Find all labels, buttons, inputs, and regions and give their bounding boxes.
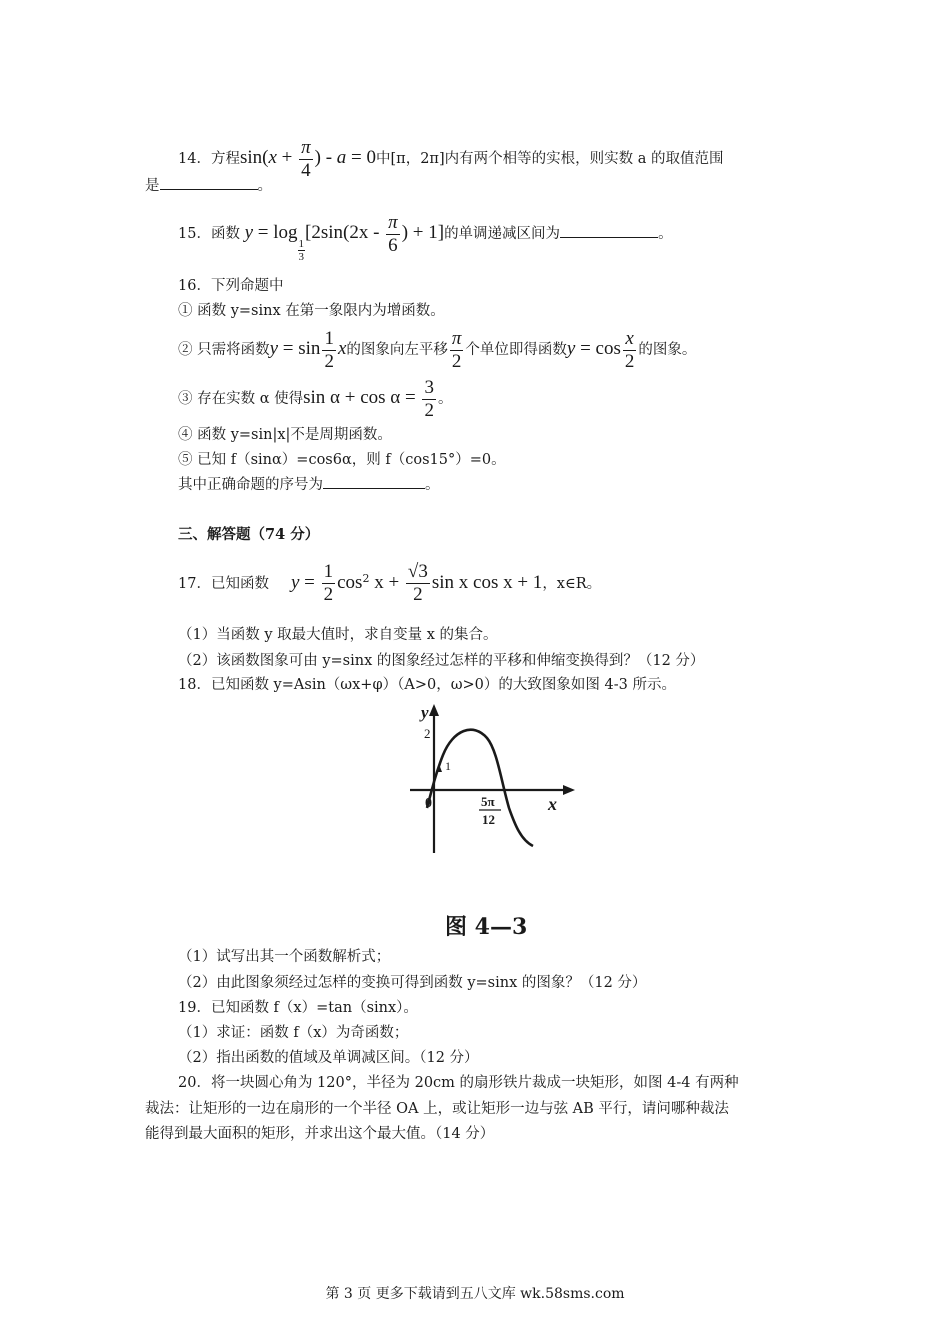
figure-4-3-graph	[405, 700, 585, 860]
q14-frac-den: 4	[301, 159, 311, 181]
q14-fraction	[299, 137, 313, 182]
q14-frac-num: π	[301, 136, 311, 158]
q16-item3-a: ③ 存在实数 α 使得	[178, 391, 304, 407]
q17-mid2: x +	[369, 571, 404, 593]
q16-item2-b: 的图象向左平移	[346, 342, 448, 358]
q16-item2-y1: y	[269, 338, 279, 359]
q15-base-num: 1	[298, 238, 304, 250]
q19-stem: 19．已知函数 f（x）=tan（sinx）。	[178, 1000, 418, 1016]
q16-item2-f2-num: π	[451, 327, 462, 349]
q17-line	[178, 555, 601, 608]
q20-line2: 裁法：让矩形的一边在扇形的一个半径 OA 上，或让矩形一边与弦 AB 平行，请问哪种裁法	[145, 1101, 729, 1117]
q16-item2-y2: y	[566, 338, 576, 359]
q16-item5: ⑤ 已知 f（sinα）=cos6α，则 f（cos15°）=0。	[178, 452, 506, 468]
fig-point-arrow	[436, 764, 442, 772]
q19-part2: （2）指出函数的值域及单调减区间。（12 分）	[178, 1050, 479, 1066]
q17-f2-den: 2	[413, 584, 423, 606]
fig-label-2: 2	[424, 726, 431, 741]
q17-eq: =	[299, 571, 320, 593]
q17-prefix: 17．已知函数	[178, 575, 269, 592]
q15-frac-den: 6	[388, 234, 398, 256]
q14-line2	[145, 176, 272, 196]
q17-f1-den: 2	[323, 584, 334, 606]
q15-answer-blank[interactable]	[560, 237, 658, 238]
q15-end: 。	[658, 226, 673, 242]
q14-answer-blank[interactable]	[160, 189, 258, 190]
q16-item2-eq1: = sin	[278, 338, 321, 359]
q20-line3: 能得到最大面积的矩形，并求出这个最大值。（14 分）	[145, 1126, 495, 1142]
q17-f2-num: √3	[407, 561, 428, 583]
figure-caption: 图 4—3	[445, 914, 528, 940]
q16-item3-end: 。	[437, 391, 453, 407]
q16-item2-f3-den: 2	[624, 350, 635, 372]
q16-item2-f3-num: x	[623, 328, 637, 351]
q16-item2-f1-num: 1	[324, 327, 334, 349]
q15-frac-num: π	[388, 211, 398, 233]
q16-item2-frac2	[450, 328, 464, 373]
q17-tail: sin x cos x + 1	[431, 571, 543, 593]
q16-item4: ④ 函数 y=sin|x|不是周期函数。	[178, 427, 392, 443]
q17-part1: （1）当函数 y 取最大值时，求自变量 x 的集合。	[178, 627, 498, 643]
q16-conclusion	[178, 475, 440, 495]
q14-eq-c: = 0	[346, 147, 377, 168]
q16-item3-f-den: 2	[424, 399, 434, 421]
q16-item3-eq: sin α + cos α =	[303, 387, 421, 408]
q16-item2-frac1	[322, 328, 336, 373]
q16-item2-frac3	[623, 328, 637, 373]
q15-y: y	[244, 222, 253, 243]
q17-f1-num: 1	[323, 561, 334, 583]
q17-frac2	[406, 561, 430, 606]
q15-log-base	[298, 238, 306, 263]
q16-item1: ① 函数 y=sinx 在第一象限内为增函数。	[178, 303, 445, 319]
fig-label-x: x	[548, 794, 557, 814]
fig-tick-den: 12	[482, 812, 495, 827]
q14-eq-a: sin(	[239, 147, 269, 168]
q14-line2-label: 是	[145, 178, 160, 194]
q15-log: = log	[253, 222, 298, 243]
q16-item2-f1-den: 2	[324, 350, 334, 372]
q20-line1: 20．将一块圆心角为 120°，半径为 20cm 的扇形铁片裁成一块矩形，如图 4-4 有两种	[178, 1075, 739, 1091]
fig-label-0: 0	[425, 796, 432, 811]
q17-sup: 2	[362, 572, 370, 585]
q15-fraction	[386, 212, 400, 257]
q19-part1: （1）求证：函数 f（x）为奇函数；	[178, 1025, 409, 1041]
q14-end: 。	[257, 178, 272, 194]
q15-line	[178, 210, 673, 263]
q16-item2-d: 的图象。	[638, 342, 697, 358]
q15-base-den: 3	[298, 251, 304, 263]
q14-eq-x: x	[268, 147, 277, 168]
q17-part2: （2）该函数图象可由 y=sinx 的图象经过怎样的平移和伸缩变换得到？（12 分）	[178, 653, 705, 669]
q17-frac1	[322, 561, 336, 606]
q16-conclusion-text: 其中正确命题的序号为	[178, 477, 323, 493]
q15-eq-b: [2sin(2x -	[305, 222, 385, 243]
fig-x-arrow	[563, 785, 575, 795]
q15-eq-c: ) + 1]	[401, 222, 445, 243]
q16-item3-f-num: 3	[424, 376, 434, 398]
fig-sine-curve	[427, 730, 533, 846]
q14-text: 中[π，2π]内有两个相等的实根，则实数 a 的取值范围	[376, 151, 724, 167]
q14-eq-plus: +	[276, 147, 298, 168]
page-footer: 第 3 页 更多下载请到五八文库 wk.58sms.com	[325, 1286, 625, 1302]
q16-item2-f2-den: 2	[451, 350, 462, 372]
q16-answer-blank[interactable]	[323, 488, 425, 489]
q17-y: y	[290, 571, 300, 593]
q16-end: 。	[425, 477, 440, 493]
section-title: 三、解答题（74 分）	[178, 526, 320, 543]
q14-eq-b: ) -	[314, 147, 337, 168]
q14-eq-a2: a	[336, 147, 347, 168]
q16-title: 16．下列命题中	[178, 278, 284, 294]
q18-part2: （2）由此图象须经过怎样的变换可得到函数 y=sinx 的图象？（12 分）	[178, 975, 647, 991]
fig-y-arrow	[429, 704, 439, 716]
q17-cond: ，x∈R。	[542, 575, 602, 592]
fig-label-y: y	[421, 703, 429, 722]
q16-item3-frac	[422, 377, 436, 422]
q16-item2-eq2: = cos	[575, 338, 621, 359]
q15-text: 的单调递减区间为	[444, 226, 561, 242]
q16-item2-x1: x	[337, 338, 347, 359]
q16-item2-a: ② 只需将函数	[178, 342, 270, 358]
q15-prefix: 15．函数	[178, 226, 240, 242]
fig-label-1: 1	[445, 759, 451, 773]
q18-part1: （1）试写出其一个函数解析式；	[178, 949, 391, 965]
q16-item2	[178, 325, 696, 374]
q17-cos: cos	[337, 571, 363, 593]
q16-item2-c: 个单位即得函数	[465, 342, 567, 358]
q14-prefix: 14．方程	[178, 151, 240, 167]
q14-line1	[178, 135, 723, 182]
q16-item3	[178, 374, 452, 423]
fig-tick-num: 5π	[481, 794, 495, 809]
q18-stem: 18．已知函数 y=Asin（ωx+φ）（A>0，ω>0）的大致图象如图 4-3 所示。	[178, 677, 676, 693]
